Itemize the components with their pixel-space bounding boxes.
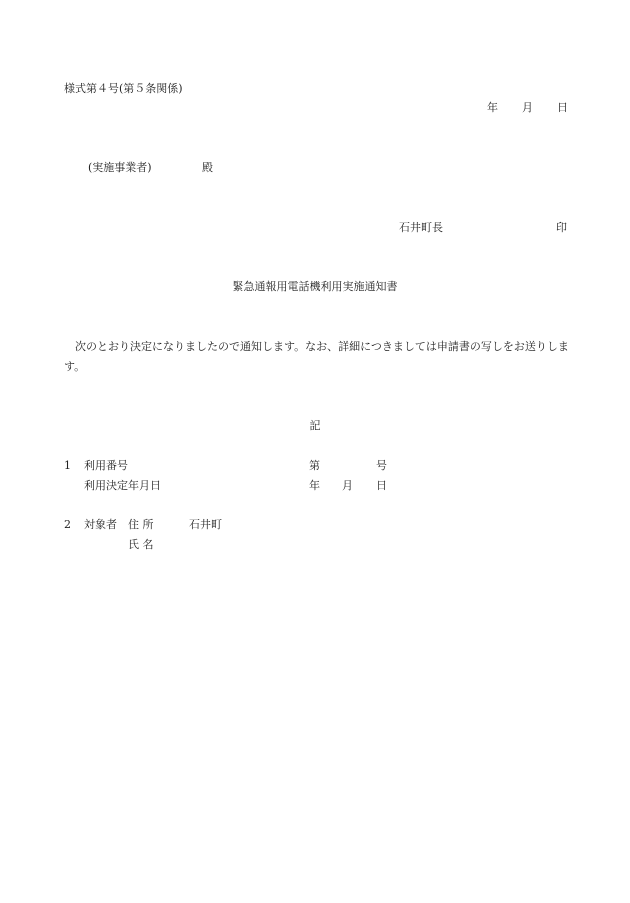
name-label: 氏 名 <box>128 538 154 551</box>
date-day: 日 <box>557 101 568 114</box>
issuer-name: 石井町長 <box>399 221 443 234</box>
decision-date-label: 利用決定年月日 <box>84 479 161 492</box>
body-text: 次のとおり決定になりましたので通知します。なお、詳細につきましては申請書の写しをお送りします。 <box>64 340 569 373</box>
usage-number-label: 利用番号 <box>84 459 128 472</box>
form-number: 様式第４号(第５条関係) <box>64 82 183 95</box>
target-person-label: 対象者 <box>84 518 117 531</box>
ki-heading: 記 <box>309 419 321 432</box>
addressee-suffix: 殿 <box>202 161 213 174</box>
decision-month: 月 <box>342 479 353 492</box>
usage-number-go: 号 <box>376 459 387 472</box>
document-title: 緊急通報用電話機利用実施通知書 <box>232 280 398 293</box>
date-month: 月 <box>522 101 533 114</box>
decision-day: 日 <box>376 479 387 492</box>
addressee-label: (実施事業者) <box>88 161 152 174</box>
decision-year: 年 <box>309 479 320 492</box>
item-1-number: 1 <box>64 459 71 472</box>
address-label: 住 所 <box>128 518 154 531</box>
address-value: 石井町 <box>189 518 222 531</box>
issuer-seal: 印 <box>556 221 567 234</box>
date-year: 年 <box>487 101 498 114</box>
item-2-number: 2 <box>64 518 71 531</box>
usage-number-dai: 第 <box>309 459 320 472</box>
body-paragraph <box>64 337 576 377</box>
